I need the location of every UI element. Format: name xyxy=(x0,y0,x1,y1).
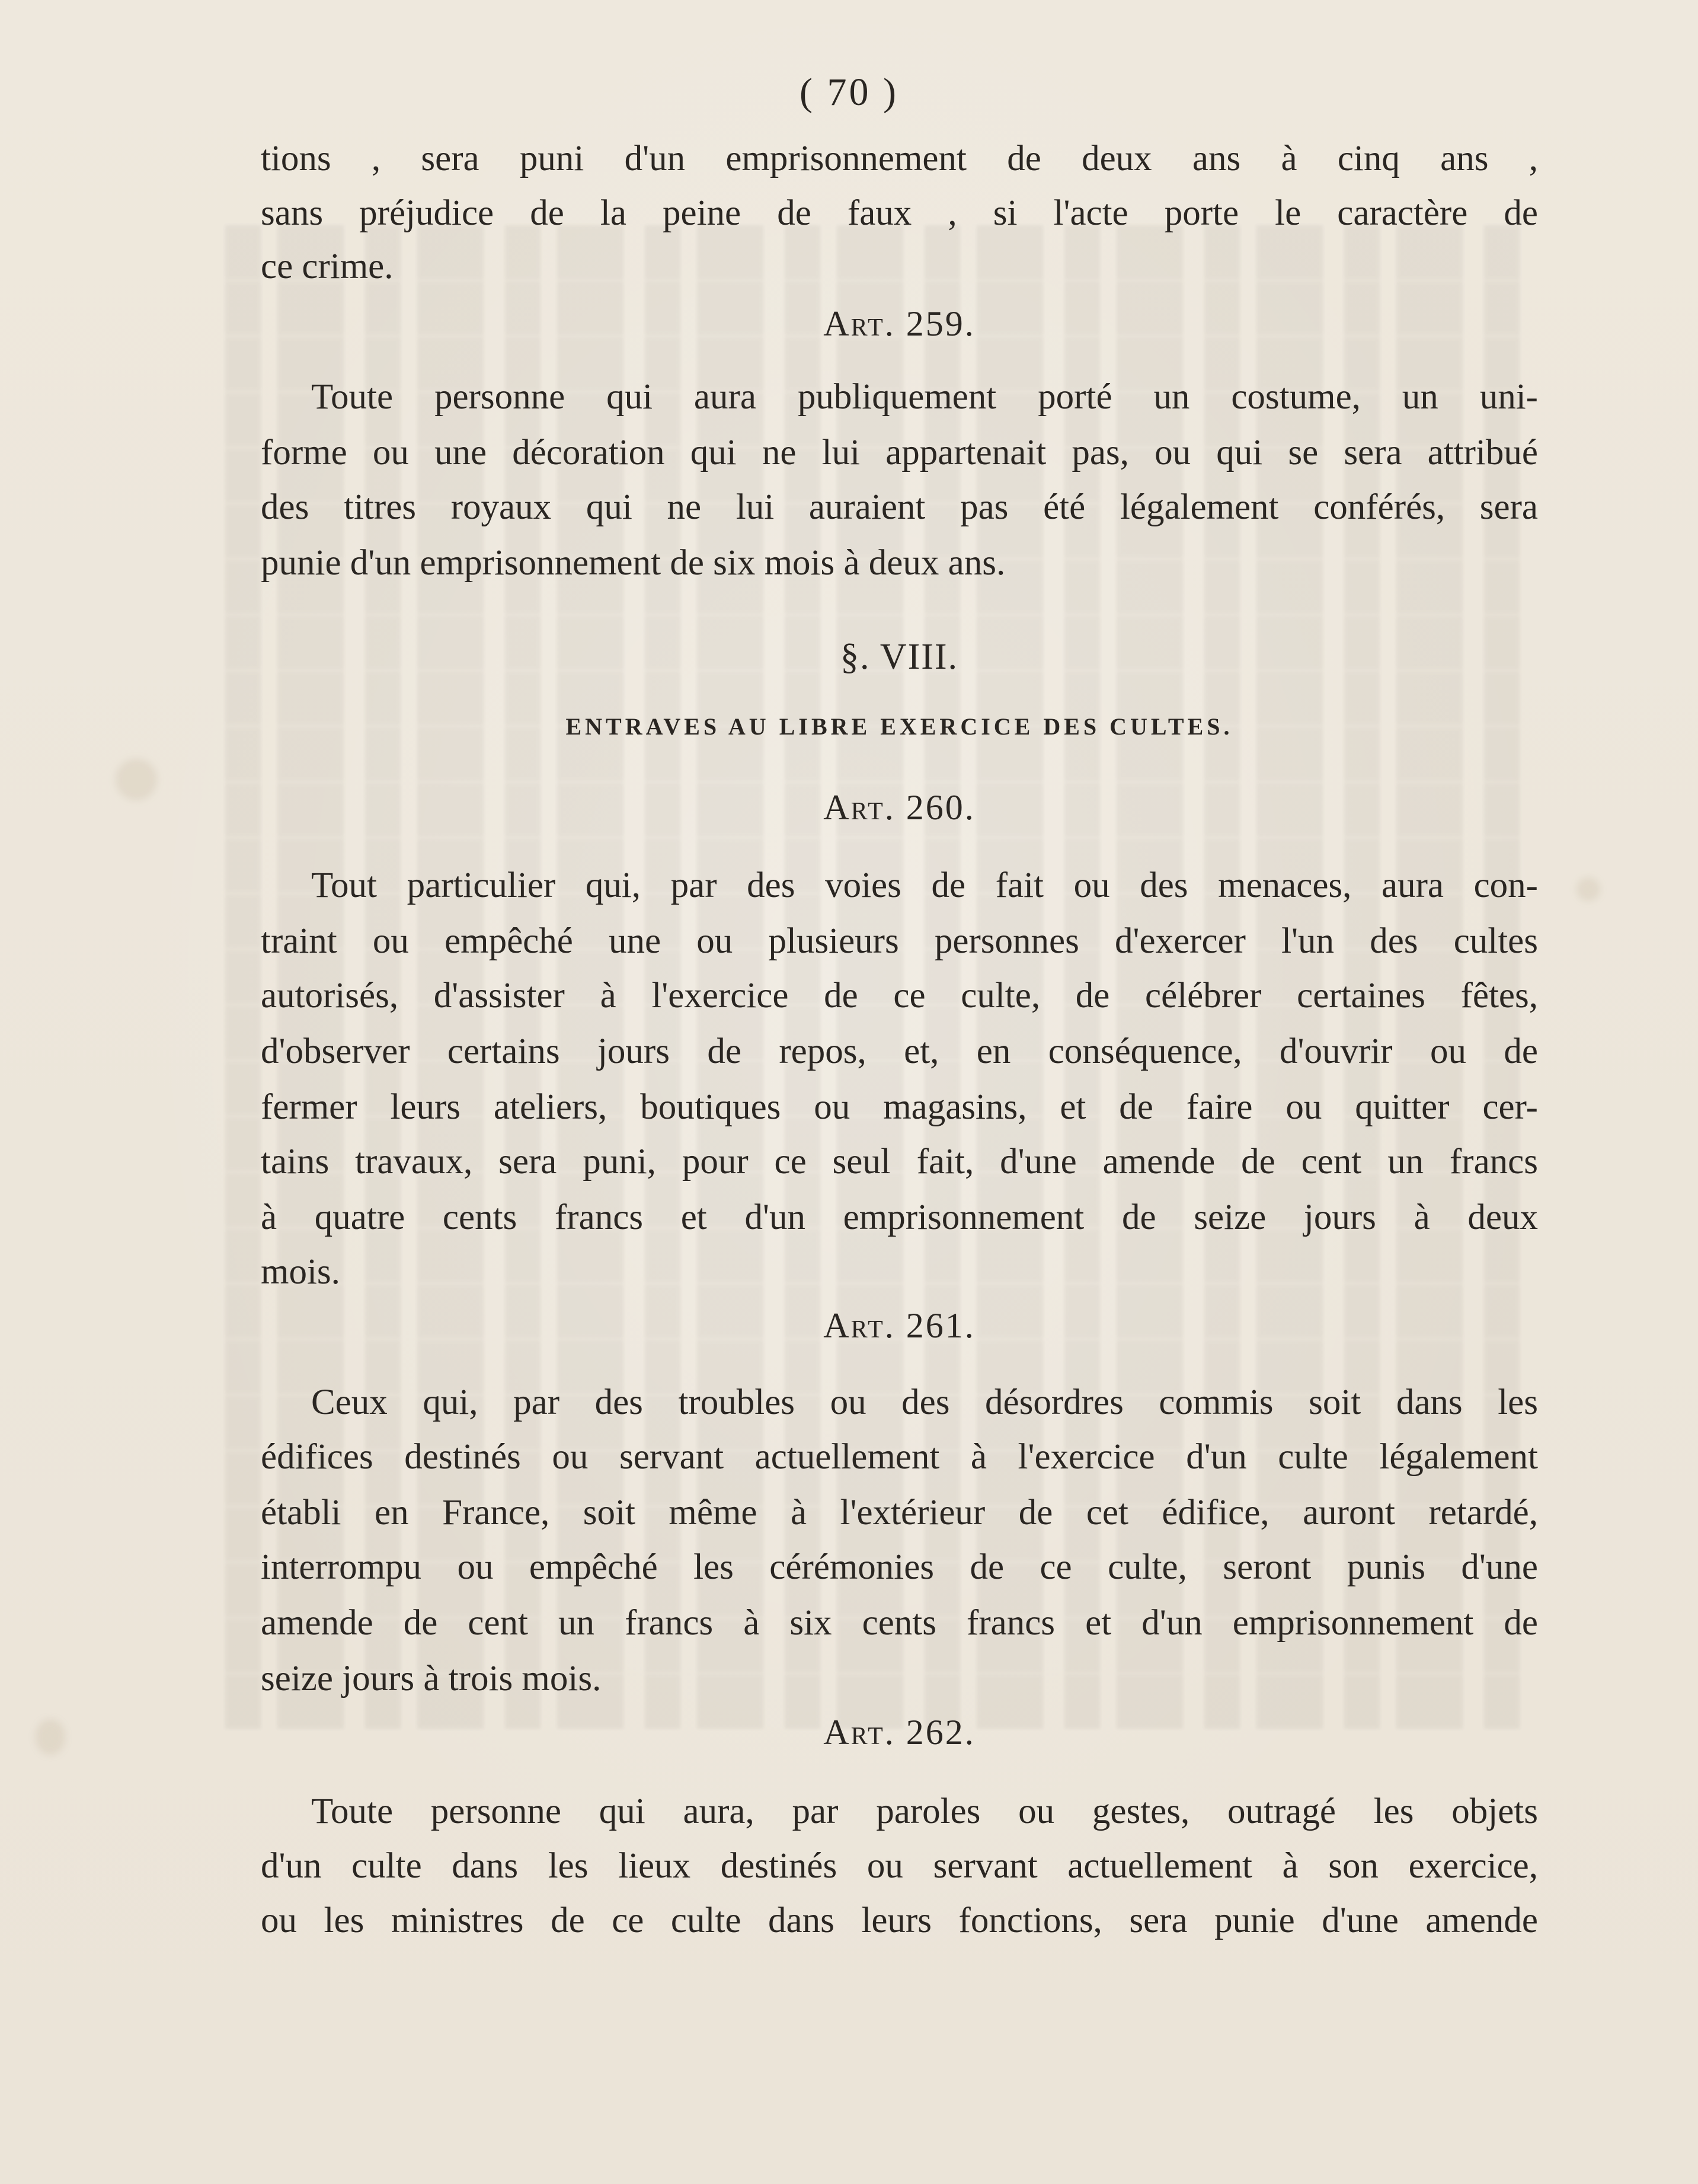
section-number: §. VIII. xyxy=(840,637,959,677)
text-line: d'un culte dans les lieux destinés ou servant actuellement à son exercice, xyxy=(261,1846,1538,1886)
text-line: Ceux qui, par des troubles ou des désordres commis soit dans les xyxy=(311,1382,1538,1422)
article-heading: Art. 262. xyxy=(823,1713,976,1752)
text-line: Tout particulier qui, par des voies de fait ou des menaces, aura con- xyxy=(311,866,1538,905)
text-line: interrompu ou empêché les cérémonies de ce culte, seront punis d'une xyxy=(261,1547,1538,1587)
article-heading: Art. 259. xyxy=(823,304,976,343)
text-line: ce crime. xyxy=(261,247,394,286)
text-line: punie d'un emprisonnement de six mois à deux ans. xyxy=(261,543,1006,583)
text-line: édifices destinés ou servant actuellement à l'exercice d'un culte légalement xyxy=(261,1437,1538,1477)
page-number: ( 70 ) xyxy=(800,71,898,114)
text-line: traint ou empêché une ou plusieurs personnes d'exercer l'un des cultes xyxy=(261,921,1538,961)
article-heading: Art. 260. xyxy=(823,788,976,827)
text-line: autorisés, d'assister à l'exercice de ce culte, de célébrer certaines fêtes, xyxy=(261,976,1538,1016)
article-heading: Art. 261. xyxy=(823,1306,976,1345)
text-line: amende de cent un francs à six cents francs et d'un emprisonnement de xyxy=(261,1603,1538,1643)
text-line: à quatre cents francs et d'un emprisonnement de seize jours à deux xyxy=(261,1198,1538,1237)
text-line: sans préjudice de la peine de faux , si l'acte porte le caractère de xyxy=(261,193,1538,233)
text-line: Toute personne qui aura, par paroles ou gestes, outragé les objets xyxy=(311,1792,1538,1831)
text-line: seize jours à trois mois. xyxy=(261,1659,602,1698)
text-line: Toute personne qui aura publiquement porté un costume, un uni- xyxy=(311,377,1538,417)
paper-stain xyxy=(1577,877,1600,901)
text-line: fermer leurs ateliers, boutiques ou magasins, et de faire ou quitter cer- xyxy=(261,1087,1538,1127)
text-line: établi en France, soit même à l'extérieur de cet édifice, auront retardé, xyxy=(261,1493,1538,1532)
text-line: tains travaux, sera puni, pour ce seul fait, d'une amende de cent un francs xyxy=(261,1142,1538,1182)
text-line: ou les ministres de ce culte dans leurs fonctions, sera punie d'une amende xyxy=(261,1901,1538,1940)
text-line: mois. xyxy=(261,1252,340,1292)
paper-stain xyxy=(116,759,157,800)
text-line: forme ou une décoration qui ne lui appartenait pas, ou qui se sera attribué xyxy=(261,433,1538,472)
text-line: tions , sera puni d'un emprisonnement de deux ans à cinq ans , xyxy=(261,139,1538,178)
section-title: ENTRAVES AU LIBRE EXERCICE DES CULTES. xyxy=(565,713,1233,740)
text-line: d'observer certains jours de repos, et, en conséquence, d'ouvrir ou de xyxy=(261,1032,1538,1071)
text-line: des titres royaux qui ne lui auraient pas été légalement conférés, sera xyxy=(261,487,1538,527)
paper-stain xyxy=(36,1719,65,1755)
